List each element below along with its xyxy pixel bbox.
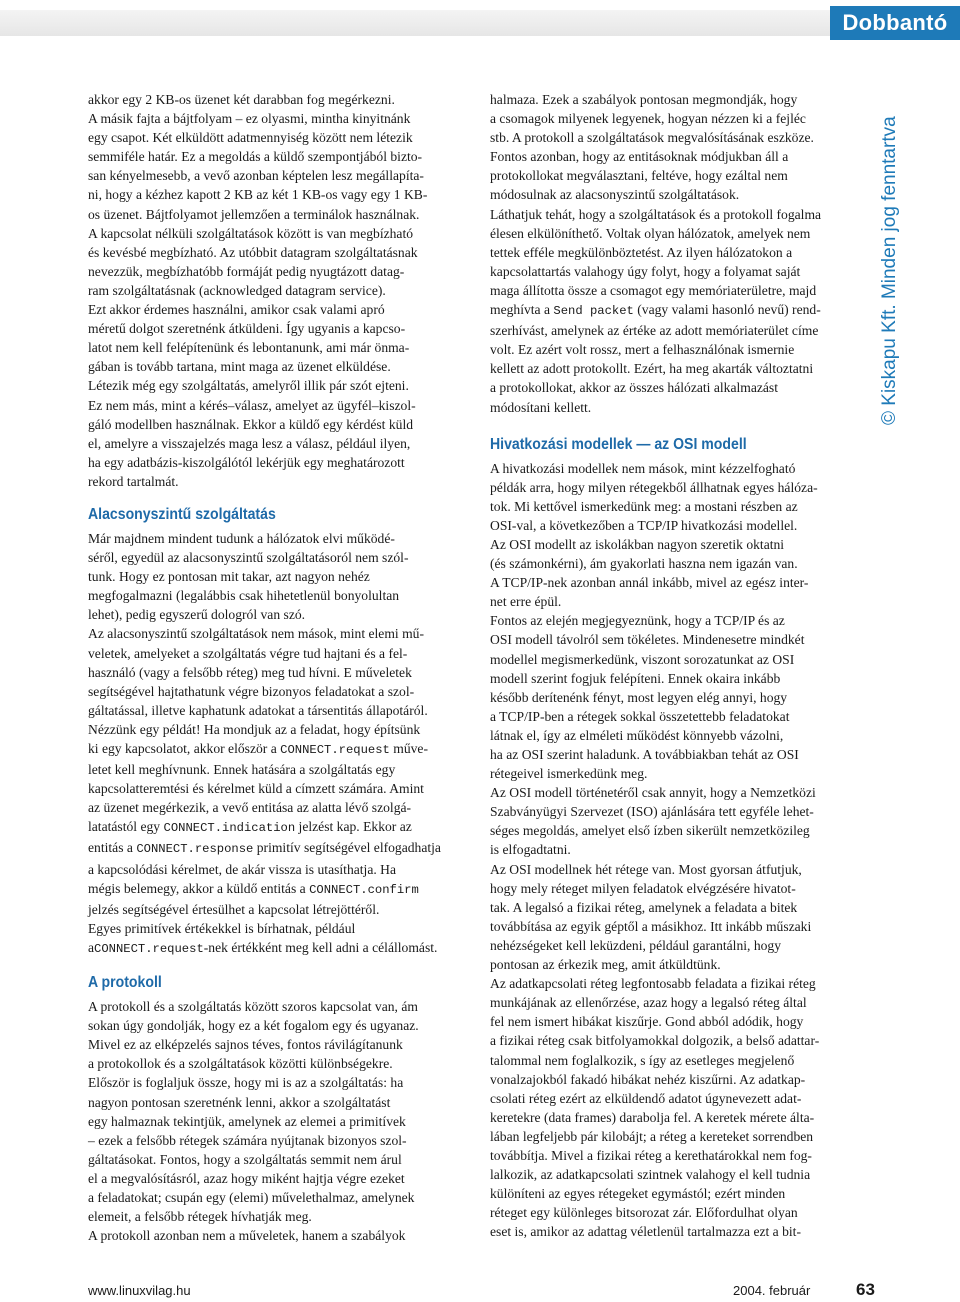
text-run: Ezt akkor érdemes használni, amikor csak valami apró (88, 302, 385, 318)
text-run: továbbítja. Mivel a fizikai réteg a kerethatárokkal nem fog- (490, 1147, 812, 1163)
text-run: rekord tartalmát. (88, 473, 179, 489)
paragraph (88, 224, 474, 300)
text-run: latot nem kell felépítenünk és lebontanunk, ami már önma- (88, 340, 410, 356)
text-run: a fizikai réteg csak bitfolyamokkal dolgozik, a belső adattar- (490, 1033, 820, 1049)
code-term: Send packet (553, 304, 634, 319)
text-run: – ezek a felsőbb rétegek számára nyújtanak bizonyos szol- (88, 1132, 407, 1148)
text-run: Szabványügyi Szervezet (ISO) ajánlására tett egyféle lehet- (490, 804, 814, 820)
text-run: különíteni az egyes rétegeket egymástól; ezért minden (490, 1186, 786, 1202)
text-run: továbbítása az egyik géptől a másikhoz. Itt inkább műszaki (490, 918, 812, 934)
text-run: csolati réteg ezért az elküldendő adatot úgynevezett adat- (490, 1090, 802, 1106)
left-column (88, 90, 474, 1245)
section-heading: Alacsonyszintű szolgáltatás (88, 505, 276, 523)
text-run: A protokoll azonban nem a műveletek, hanem a szabályok (88, 1228, 406, 1244)
text-run: modell szerint fogjuk felépíteni. Ennek okaira inkább (490, 670, 781, 686)
paragraph (490, 459, 876, 535)
right-column (490, 90, 876, 1241)
text-run: OSI modell távolról sem tökéletes. Mindenesetre mindkét (490, 632, 805, 648)
text-run: letet kell meghívnunk. Ennek hatására a szolgáltatás egy (88, 762, 396, 778)
text-run: os üzenet. Bájtfolyamot jellemzően a terminálok használnak. (88, 206, 420, 222)
text-run: Az OSI modell történetéről csak annyit, hogy a Nemzetközi (490, 785, 816, 801)
text-run: ni, hogy a kézhez kapott 2 KB az két 1 KB-os vagy egy 1 KB- (88, 187, 428, 203)
text-run: san kényelmesebb, a vevő azonban képtelen lesz megállapíta- (88, 168, 424, 184)
text-run: lehet), pedig egyszerű dologról van szó. (88, 607, 306, 623)
text-run: Az alacsonyszintű szolgáltatások nem mások, mint elemi mű- (88, 626, 424, 642)
paragraph (490, 974, 876, 1241)
text-run: a feladatokat; csupán egy (elemi) művelethalmaz, amelynek (88, 1189, 415, 1205)
text-run: mégis belemegy, akkor a küldő entitás a (88, 880, 310, 896)
text-run: protokollokat megválasztani, feltéve, hogy ezáltal nem (490, 168, 788, 184)
text-run: pontosan az érkezik meg, amit átküldtünk. (490, 957, 721, 973)
paragraph (490, 860, 876, 975)
text-run: kapcsolattartás valahogy úgy folyt, hogy a folyamat saját (490, 263, 801, 279)
text-run: a protokollokat, akkor az összes hálózati alkalmazást (490, 380, 779, 396)
text-run: kapcsolatteremtési és kérelmet küld a címzett számára. Amint (88, 781, 424, 797)
copyright-notice: © Kiskapu Kft. Minden jog fenntartva (879, 116, 900, 425)
text-run: gában is tovább tartana, mint maga az üzenet elküldése. (88, 359, 391, 375)
text-run: élesen elkülöníthető. Voltak olyan hálózatok, amelyek nem (490, 225, 811, 241)
text-run: a csomagok milyenek legyenek, hogyan nézzen ki a fejléc (490, 111, 806, 127)
text-run: A másik fajta a bájtfolyam – ez olyasmi, mintha kinyitnánk (88, 111, 411, 127)
text-run: kellett az adott protokollt. Ezért, ha meg akarták változtatni (490, 361, 814, 377)
text-run: fel nem ismert hibákat kiszűrje. Gond abból adódik, hogy (490, 1014, 804, 1030)
paragraph (88, 919, 474, 959)
code-term: CONNECT.request (280, 743, 390, 757)
code-term: CONNECT.request (94, 941, 204, 956)
text-run: segítségével hajtathatunk végre bizonyos feladatokat a szol- (88, 683, 415, 699)
text-run: OSI-val, a következőben a TCP/IP hivatkozási modellel. (490, 517, 798, 533)
text-run: A TCP/IP-nek azonban annál inkább, mivel az egész inter- (490, 575, 809, 591)
code-term: CONNECT.response (136, 842, 254, 857)
text-run: módosítani kellett. (490, 399, 592, 415)
paragraph (88, 624, 474, 719)
text-run: A kapcsolat nélküli szolgáltatások között is van megbízható (88, 225, 414, 241)
text-run: nevezzük, megbízhatóbb formáját pedig nyugtázott datag- (88, 263, 405, 279)
text-run: (és számonkérni), ám gyakorlati haszna nem igazán van. (490, 556, 798, 572)
code-term: CONNECT.indication (163, 821, 296, 836)
paragraph (88, 376, 474, 491)
text-run: ki egy kapcsolatot, akkor először a (88, 741, 281, 756)
text-run: (vagy valami hasonló nevű) rend- (633, 302, 821, 318)
text-run: hogy mely réteget milyen feladatok elvégzésére hivatot- (490, 880, 796, 896)
text-run: Már majdnem mindent tudunk a hálózatok elvi működé- (88, 530, 395, 546)
text-run: jelzést kap. Ekkor az (295, 819, 412, 835)
code-term: CONNECT.confirm (309, 882, 419, 897)
paragraph (490, 535, 876, 611)
header-bar (0, 10, 960, 36)
paragraph (88, 1073, 474, 1226)
text-run: veletek, amelyeket a szolgáltatás végre tud hajtani és a fel- (88, 645, 408, 661)
text-run: egy halmaznak tekintjük, amelynek az elemei a primitívek (88, 1113, 406, 1129)
text-run: a TCP/IP-ben a rétegek sokkal összetettebb feladatokat (490, 708, 790, 724)
text-run: használó (vagy a felsőbb réteg) meg tud hívni. E műveletek (88, 664, 412, 680)
text-run: eset is, amikor az adattag véletlenül tartalmazza ezt a bit- (490, 1224, 801, 1240)
section-tab: Dobbantó (830, 6, 960, 40)
text-run: modellel megismerkedünk, viszont sorozatunkat az OSI (490, 651, 795, 667)
text-run: tunk. Hogy ez pontosan mit takar, azt nagyon nehéz (88, 569, 370, 585)
text-run: gáló modellben használnak. Ekkor a küldő egy kérdést küld (88, 416, 414, 432)
text-run: talommal nem foglalkozik, s így az esetleges megjelenő (490, 1052, 795, 1068)
text-run: ha egy adatbázis-kiszolgálótól lekérjük egy meghatározott (88, 454, 405, 470)
paragraph (88, 1226, 474, 1245)
page-number: 63 (856, 1280, 875, 1299)
text-run: séges megoldás, amelyet első ízben sikerült nemzetközileg (490, 823, 810, 839)
text-run: akkor egy 2 KB-os üzenet két darabban fog megérkezni. (88, 92, 395, 107)
section-heading: Hivatkozási modellek — az OSI modell (490, 435, 747, 453)
text-run: és kevésbé megbízható. Az utóbbit datagram szolgáltatásnak (88, 244, 418, 260)
text-run: Fontos az elején megjegyeznünk, hogy a TCP/IP és az (490, 613, 785, 629)
text-run: keretekre (data frames) darabolja fel. A keretek mérete álta- (490, 1109, 815, 1125)
text-run: Az OSI modellt az iskolákban nagyon szeretik oktatni (490, 536, 785, 552)
text-run: nehézségeket kell leküzdeni, például garantálni, hogy (490, 937, 782, 953)
paragraph (88, 720, 474, 919)
paragraph (490, 90, 876, 205)
text-run: Egyes primitívek értékekkel is bírhatnak, például a (88, 920, 356, 955)
text-run: tok. Mi kettővel ismerkedünk meg: a mostani részben az (490, 498, 798, 514)
text-run: ram szolgáltatásnak (acknowledged datagram service). (88, 282, 386, 298)
text-run: -nek értékként meg kell adni a célállomást. (203, 939, 438, 955)
text-run: a protokollok és a szolgáltatások közötti különbségekre. (88, 1056, 393, 1072)
section-heading: A protokoll (88, 974, 162, 992)
text-run: net erre épül. (490, 594, 562, 610)
text-run: semmiféle határ. Ez a megoldás a küldő szempontjából bizto- (88, 149, 423, 165)
text-run: is elfogadtatni. (490, 842, 571, 858)
text-run: el a megvalósításról, azaz hogy miként hajtja végre ezeket (88, 1170, 405, 1186)
text-run: el, amelyre a visszajelzés maga lesz a válasz, például ilyen, (88, 435, 411, 451)
paragraph (88, 529, 474, 624)
text-run: meghívta a (490, 302, 554, 318)
text-run: később derítenénk fényt, most legyen elég annyi, hogy (490, 689, 788, 705)
paragraph (490, 783, 876, 859)
paragraph (88, 300, 474, 376)
text-run: A hivatkozási modellek nem mások, mint kézzelfogható (490, 460, 796, 476)
text-run: Nézzünk egy példát! Ha mondjuk az a feladat, hogy építsünk (88, 721, 421, 737)
text-run: Fontos azonban, hogy az entitásoknak módjukban áll a (490, 149, 789, 165)
text-run: vonalzajokból fakadó hibákat nehéz kiszűrni. Az adatkap- (490, 1071, 806, 1087)
text-run: az üzenet megérkezik, a vevő entitása az alatta lévő szolgá- (88, 800, 412, 816)
text-run: réteget egy különleges bitsorozat zár. Előfordulhat olyan (490, 1205, 798, 1221)
paragraph (490, 205, 876, 417)
text-run: maga állította össze a csomagot egy memóriaterületre, majd (490, 282, 817, 298)
text-run: Először is foglaljuk össze, hogy mi is az a szolgáltatás: ha (88, 1075, 404, 1091)
text-run: Az OSI modellnek hét rétege van. Most gyorsan átfutjuk, (490, 861, 802, 877)
text-run: Mivel ez az elképzelés sajnos téves, fontos rávilágítanunk (88, 1037, 403, 1053)
text-run: ha az OSI szerint haladunk. A továbbiakban tehát az OSI (490, 747, 799, 762)
text-run: gáltatással, illetve kaphatunk adatokat a társentitás állapotáról. (88, 702, 428, 718)
text-run: stb. A protokoll a szolgáltatások megvalósításának eszköze. (490, 130, 814, 146)
text-run: gáltatásokat. Fontos, hogy a szolgáltatás semmit nem árul (88, 1151, 402, 1167)
text-run: lalkozik, az adatkapcsolati szintnek valahogy el kell tudnia (490, 1167, 811, 1183)
text-run: Az adatkapcsolati réteg legfontosabb feladata a fizikai réteg (490, 976, 816, 992)
paragraph (88, 997, 474, 1073)
text-run: műve- (389, 741, 428, 756)
text-run: primitív segítségével elfogadhatja (253, 840, 441, 856)
text-run: látnak el, így az elméleti működést könnyebb vázolni, (490, 727, 784, 743)
text-run: jelzés segítségével értesülhet a kapcsolat létrejöttéről. (88, 901, 380, 917)
text-run: tettek efféle megkülönböztetést. Az ilyen hálózatokon a (490, 244, 793, 260)
text-run: munkájának az ellenőrzése, azaz hogy a legalsó réteg által (490, 995, 807, 1011)
text-run: nagyon pontosan szeretnénk lenni, akkor a szolgáltatást (88, 1094, 391, 1110)
footer-url: www.linuxvilag.hu (88, 1283, 191, 1298)
footer-date: 2004. február (733, 1283, 811, 1298)
text-run: A protokoll és a szolgáltatás között szoros kapcsolat van, ám (88, 999, 418, 1015)
text-run: volt. Ez azért volt rossz, mert a felhasználónak ismernie (490, 342, 795, 358)
text-run: Létezik még egy szolgáltatás, amelyről illik pár szót ejteni. (88, 378, 409, 394)
text-run: a kapcsolódási kérelmet, de akár vissza is utasíthatja. Ha (88, 861, 397, 877)
text-run: Láthatjuk tehát, hogy a szolgáltatások és a protokoll fogalma (490, 206, 822, 222)
paragraph (88, 90, 474, 224)
text-run: példák arra, hogy milyen rétegekből állhatnak egyes hálóza- (490, 479, 818, 495)
text-run: entitás a (88, 840, 137, 856)
text-run: szerhívást, amelynek az értéke az adott memóriaterület címe (490, 323, 819, 339)
text-run: megfogalmazni (legalábbis csak hihetetlenül bonyolultan (88, 588, 400, 604)
text-run: elemeit, a felsőbb rétegek hívhatják meg. (88, 1209, 312, 1225)
paragraph (490, 611, 876, 783)
text-run: tak. A legalsó a fizikai réteg, amelynek a feladata a bitek (490, 899, 798, 915)
text-run: halmaza. Ezek a szabályok pontosan megmondják, hogy (490, 92, 798, 107)
text-run: rétegeivel ismerkedünk meg. (490, 766, 648, 782)
text-run: méretű dolgot szeretnénk átküldeni. Így ugyanis a kapcso- (88, 321, 406, 337)
text-run: lában legfeljebb pár kilobájt; a réteg a kereteket sorrendben (490, 1128, 814, 1144)
text-run: séről, egyedül az alacsonyszintű szolgáltatásoról nem szól- (88, 550, 409, 566)
text-run: módosulnak az alacsonyszintű szolgáltatások. (490, 187, 740, 203)
text-run: egy csapot. Két elküldött adatmennyiség között nem létezik (88, 130, 413, 146)
text-run: Ez nem más, mint a kérés–válasz, amelyet az ügyfél–kiszol- (88, 397, 416, 413)
text-run: sokan úgy gondolják, hogy ez a két fogalom egy és ugyanaz. (88, 1018, 419, 1034)
text-run: latatástól egy (88, 819, 164, 835)
